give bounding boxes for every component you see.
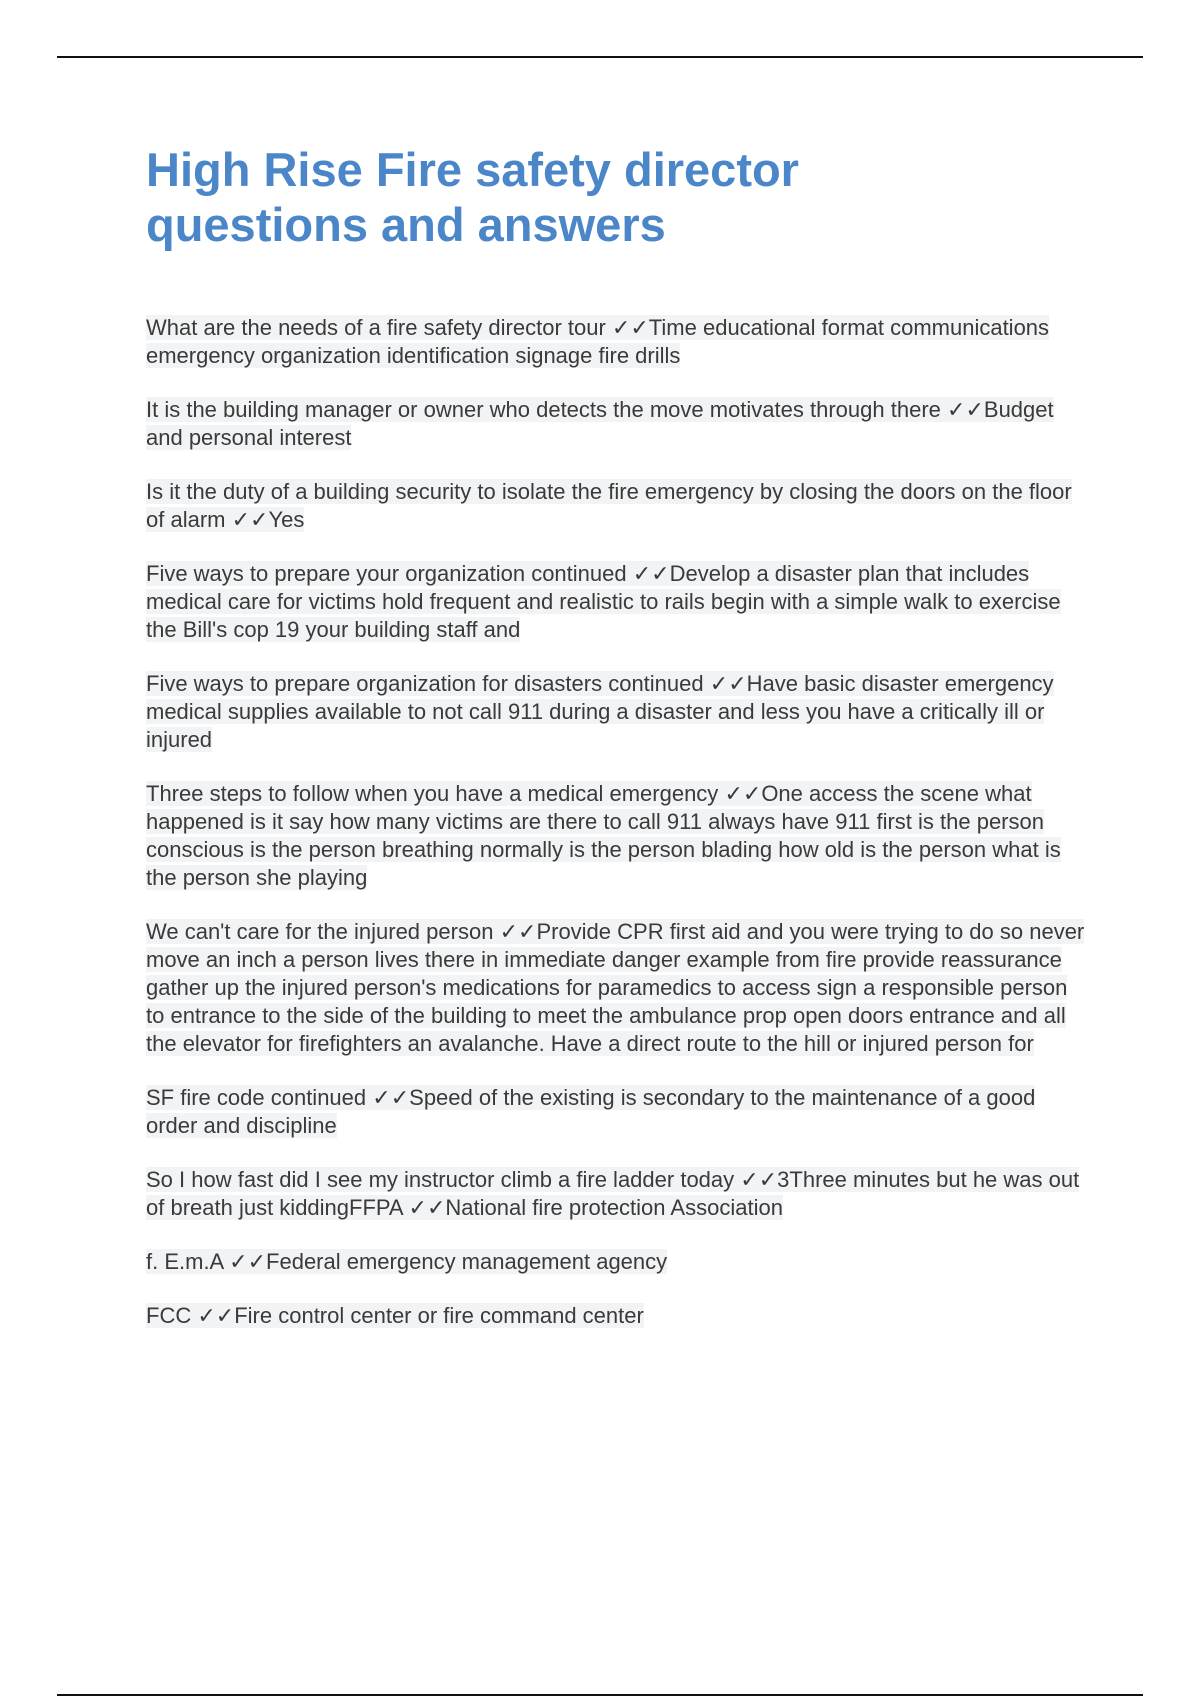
answer-text: One access the scene what happened is it say how many victims are there to call 911 always have 911 first is the person conscious is the person breathing normally is the person blading how old is the person what is the person she playing <box>146 781 1061 890</box>
answer-text: Federal emergency management agency <box>266 1249 668 1274</box>
qa-item <box>146 478 1086 534</box>
page-title: High Rise Fire safety director questions and answers <box>146 143 799 251</box>
answer-text: Budget and personal interest <box>146 397 1054 450</box>
question-text: Five ways to prepare your organization continued <box>146 561 627 586</box>
check-icon: ✓✓ <box>611 315 649 340</box>
qa-item <box>146 670 1086 754</box>
check-icon: ✓✓ <box>231 507 269 532</box>
qa-item <box>146 1248 1086 1276</box>
answer-text: Have basic disaster emergency medical supplies available to not call 911 during a disaster and less you have a critically ill or injured <box>146 671 1054 752</box>
qa-item <box>146 314 1086 370</box>
check-icon: ✓✓ <box>229 1249 267 1274</box>
question-text: Is it the duty of a building security to isolate the fire emergency by closing the doors on the floor of alarm <box>146 479 1072 532</box>
answer-text: Develop a disaster plan that includes medical care for victims hold frequent and realistic to rails begin with a simple walk to exercise the Bill's cop 19 your building staff and <box>146 561 1061 642</box>
question-text: It is the building manager or owner who detects the move motivates through there <box>146 397 941 422</box>
document-body <box>146 142 1086 1356</box>
check-icon: ✓✓ <box>499 919 537 944</box>
question-text: We can't care for the injured person <box>146 919 494 944</box>
answer-text: Time educational format communications emergency organization identification signage fire drills <box>146 315 1050 368</box>
bottom-rule <box>57 1694 1143 1696</box>
qa-item <box>146 918 1086 1058</box>
check-icon: ✓✓ <box>724 781 762 806</box>
check-icon: ✓✓ <box>197 1303 235 1328</box>
check-icon: ✓✓ <box>947 397 984 422</box>
question-text: FCC <box>146 1303 192 1328</box>
qa-item <box>146 560 1086 644</box>
question-text: So I how fast did I see my instructor climb a fire ladder today <box>146 1167 735 1192</box>
answer-text: Provide CPR first aid and you were trying to do so never move an inch a person lives there in immediate danger example from fire provide reassurance gather up the injured person's medications for paramedics to access sign a responsible person to entrance to the side of the building to meet the ambulance prop open doors entrance and all the elevator for firefighters an avalanche. Have a direct route to the hill or injured person for <box>146 919 1085 1056</box>
check-icon: ✓✓ <box>709 671 747 696</box>
qa-item <box>146 1084 1086 1140</box>
check-icon: ✓✓ <box>632 561 670 586</box>
check-icon: ✓✓ <box>408 1195 446 1220</box>
answer-text: Yes <box>268 507 305 532</box>
qa-item <box>146 1166 1086 1222</box>
answer-text: Speed of the existing is secondary to the maintenance of a good order and discipline <box>146 1085 1036 1138</box>
check-icon: ✓✓ <box>372 1085 410 1110</box>
top-rule <box>57 56 1143 58</box>
answer-text: National fire protection Association <box>445 1195 783 1220</box>
question-text: What are the needs of a fire safety director tour <box>146 315 606 340</box>
question-text: Five ways to prepare organization for disasters continued <box>146 671 704 696</box>
question-text: f. E.m.A <box>146 1249 224 1274</box>
question-text: SF fire code continued <box>146 1085 367 1110</box>
answer-text: Fire control center or fire command center <box>234 1303 644 1328</box>
question-text: Three steps to follow when you have a medical emergency <box>146 781 719 806</box>
answer-text: 3Three minutes but he was out of breath just kiddingFFPA <box>146 1167 1080 1220</box>
qa-item <box>146 1302 1086 1330</box>
qa-item <box>146 396 1086 452</box>
qa-item <box>146 780 1086 892</box>
check-icon: ✓✓ <box>740 1167 778 1192</box>
